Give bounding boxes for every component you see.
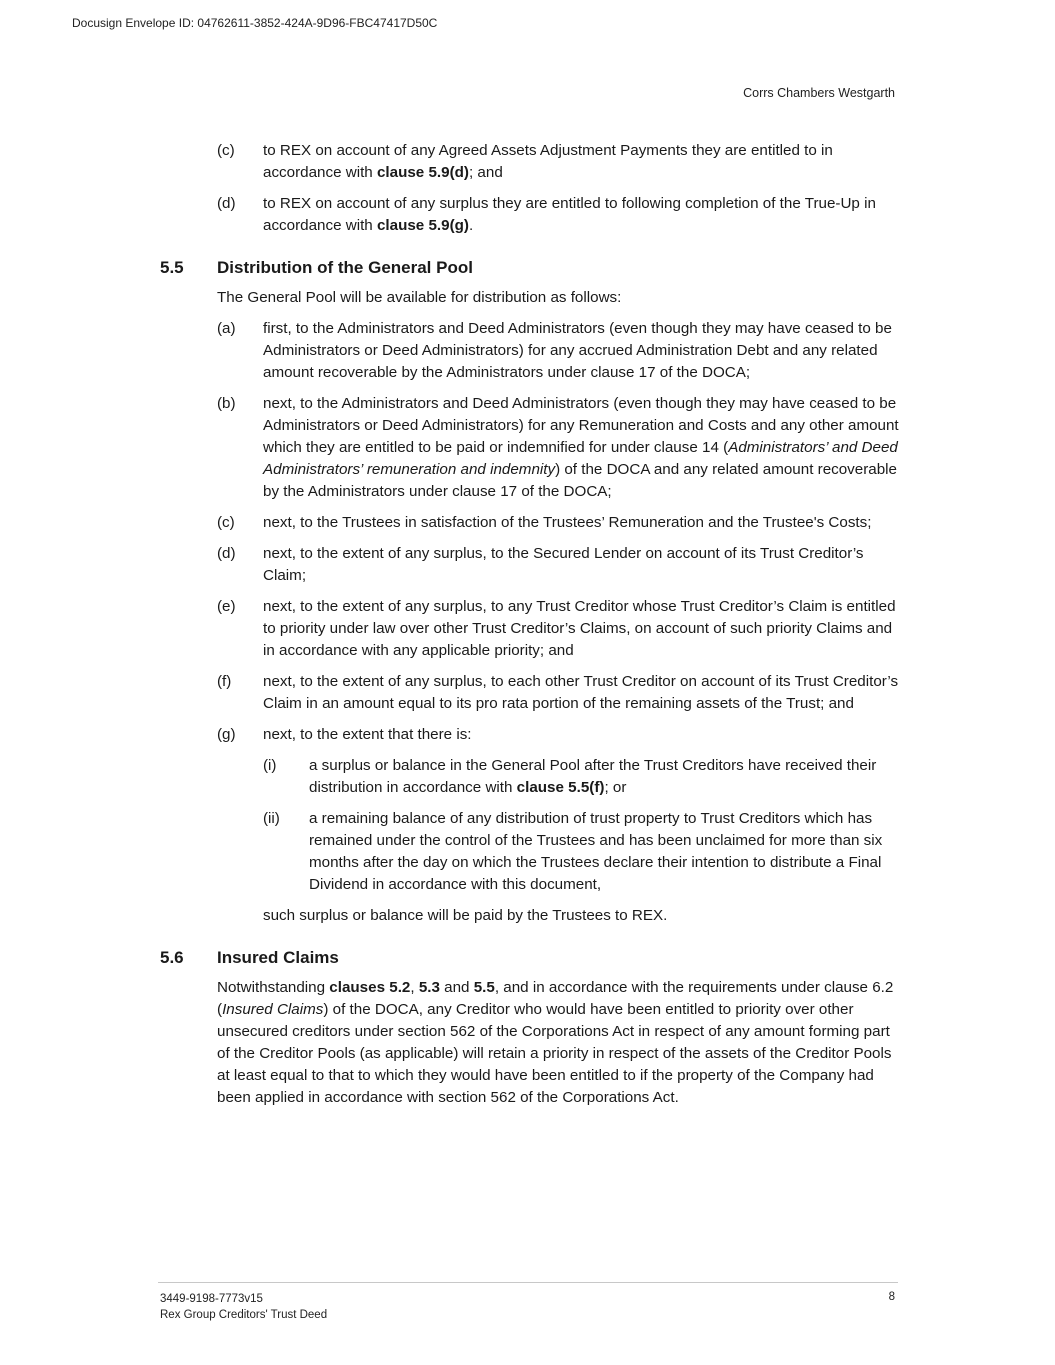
footer-divider [158,1282,898,1283]
section-title: Distribution of the General Pool [217,258,473,277]
list-item [160,724,900,746]
document-body [160,140,900,1118]
section-number: 5.6 [160,948,184,967]
item-label: (d) [217,545,236,562]
section-title: Insured Claims [217,948,339,967]
item-text: next, to the extent that there is: [263,726,472,743]
item-label: (b) [217,395,236,412]
list-item [160,318,900,384]
item-text: to REX on account of any surplus they are entitled to following completion of the True-Up in accordance with [263,195,876,234]
clause-ref: 5.5 [473,979,495,996]
para-text: , [410,979,419,996]
item-text: ; or [604,779,627,796]
item-text: . [468,217,474,234]
list-item [160,671,900,715]
item-label: (ii) [263,810,280,827]
item-label: (c) [217,142,235,159]
clause-ref: clause 5.9(d) [376,164,469,181]
item-text: next, to the Administrators and Deed Administrators (even though they may have ceased to be Administrators or Deed Administrators) for any Remuneration and Costs and any other amount which they are entitled to be paid or indemnified for under clause 14 ( [263,395,899,456]
clause-ref: 5.3 [418,979,440,996]
clause-ref: clause 5.9(g) [376,217,469,234]
item-label: (c) [217,514,235,531]
envelope-id: Docusign Envelope ID: 04762611-3852-424A-9D96-FBC47417D50C [72,16,438,30]
item-text: a remaining balance of any distribution of trust property to Trust Creditors which has remained under the control of the Trustees and has been unclaimed for more than six months after the day on which the Trustees declare their intention to distribute a Final Dividend in accordance with this document, [309,810,883,893]
doc-number: 3449-9198-7773v15 [160,1293,263,1305]
sub-list-item [160,755,900,799]
closing-text [160,905,900,927]
para-text: , and in accordance with the requirements under clause 6.2 ( [217,979,894,1018]
list-item [160,596,900,662]
para-text: Notwithstanding [217,979,330,996]
list-item [160,140,900,184]
list-item [160,193,900,237]
item-text: first, to the Administrators and Deed Administrators (even though they may have ceased to be Administrators or Deed Administrators) for any accrued Administration Debt and any related amount recoverable by the Administrators under clause 17 of the DOCA; [263,320,892,381]
item-text: next, to the Trustees in satisfaction of the Trustees’ Remuneration and the Trustee's Costs; [263,514,872,531]
clause-ref: clause 5.5(f) [516,779,605,796]
sub-list-item [160,808,900,896]
para-text: and [439,979,474,996]
item-text: ) of the DOCA and any related amount recoverable by the Administrators under clause 17 of the DOCA; [263,461,897,500]
item-label: (f) [217,673,232,690]
section-paragraph [160,977,900,1109]
list-item [160,393,900,503]
item-label: (e) [217,598,236,615]
section-intro: The General Pool will be available for distribution as follows: [217,289,622,306]
para-text: ) of the DOCA, any Creditor who would have been entitled to priority over other unsecured creditors under section 562 of the Corporations Act in respect of any amount forming part of the Creditor Pools (as applicable) will retain a priority in respect of the assets of the Creditor Pools at least equal to that to which they would have been entitled to if the property of the Company had been applied in accordance with section 562 of the Corporations Act. [217,1001,892,1106]
item-label: (a) [217,320,236,337]
clause-title: Insured Claims [222,1001,324,1018]
item-text: a surplus or balance in the General Pool after the Trust Creditors have received their distribution in accordance with [309,757,877,796]
item-label: (g) [217,726,236,743]
firm-name: Corrs Chambers Westgarth [743,86,895,100]
item-label: (i) [263,757,277,774]
page-number: 8 [888,1291,895,1303]
list-item [160,543,900,587]
item-text: next, to the extent of any surplus, to each other Trust Creditor on account of its Trust Creditor’s Claim in an amount equal to its pro rata portion of the remaining assets of the Trust; and [263,673,899,712]
clause-ref: clauses 5.2 [329,979,411,996]
item-text: to REX on account of any Agreed Assets Adjustment Payments they are entitled to in accordance with [263,142,833,181]
item-text: ; and [468,164,503,181]
section-heading-5-6 [160,947,900,969]
section-number: 5.5 [160,258,184,277]
item-text: next, to the extent of any surplus, to the Secured Lender on account of its Trust Creditor’s Claim; [263,545,864,584]
item-label: (d) [217,195,236,212]
section-heading-5-5 [160,257,900,279]
doc-title: Rex Group Creditors' Trust Deed [160,1309,328,1321]
item-text: such surplus or balance will be paid by the Trustees to REX. [263,907,668,924]
clause-title: Administrators’ and Deed Administrators’ remuneration and indemnity [263,439,898,478]
footer-doc-info [160,1291,327,1323]
list-item [160,512,900,534]
item-text: next, to the extent of any surplus, to any Trust Creditor whose Trust Creditor’s Claim is entitled to priority under law over other Trust Creditor’s Claims, on account of such priority Claims and in accordance with any applicable priority; and [263,598,896,659]
